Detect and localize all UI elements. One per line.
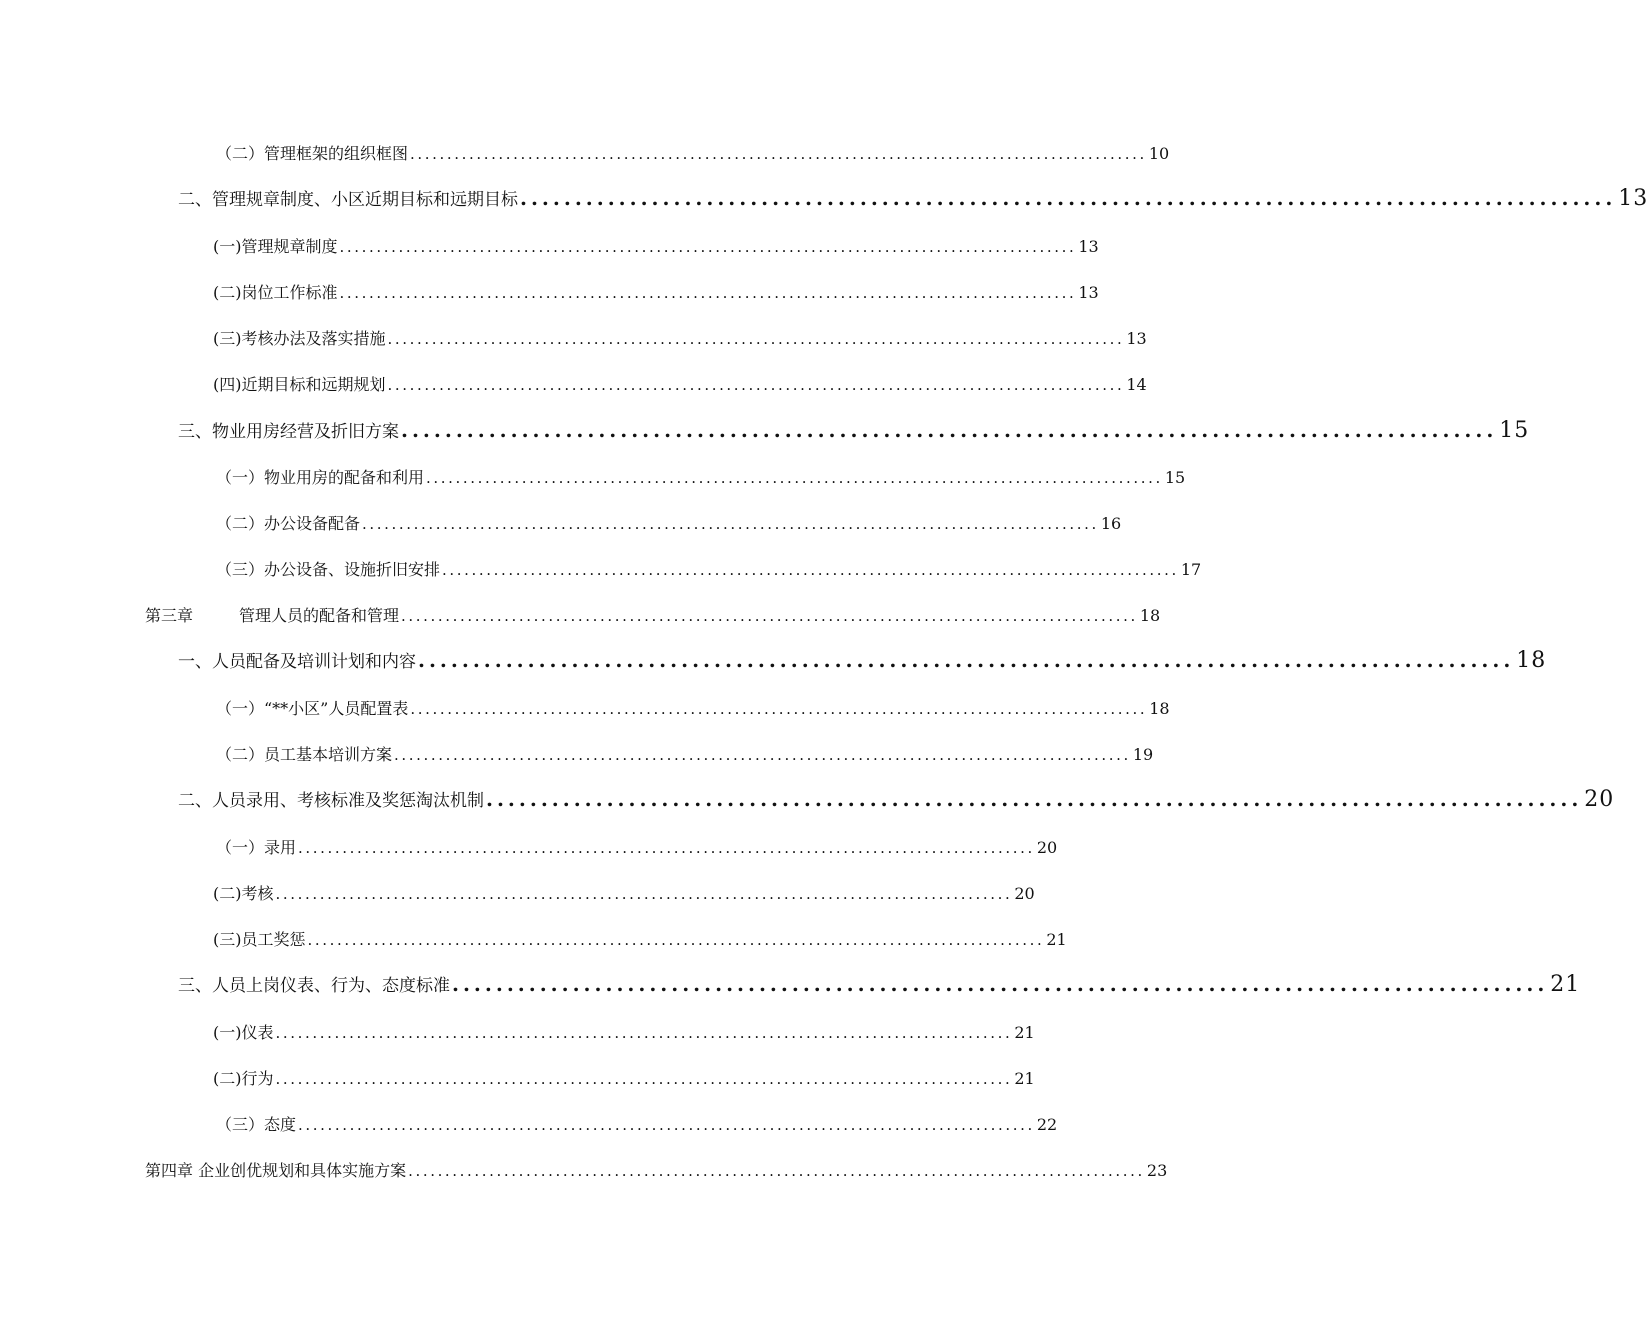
toc-entry-label: 三、物业用房经营及折旧方案 xyxy=(178,422,399,442)
toc-page-number: 14 xyxy=(1126,375,1147,394)
toc-leader: .................................................................................................... xyxy=(339,284,1077,302)
toc-entry-label: （三）态度 xyxy=(216,1115,297,1134)
toc-entry xyxy=(145,604,1161,628)
toc-leader: .................................................................................................... xyxy=(426,469,1163,487)
toc-page-number: 20 xyxy=(1014,884,1035,903)
toc-entry-label: (三)员工奖惩 xyxy=(213,930,306,949)
toc-entry-label: (三)考核办法及落实措施 xyxy=(213,329,386,348)
toc-leader: .................................................................................................... xyxy=(275,1024,1013,1042)
toc-page-number: 15 xyxy=(1164,468,1186,487)
toc-page-number: 21 xyxy=(1014,1069,1035,1088)
toc-page-number: 20 xyxy=(1584,787,1615,812)
toc-entry-label: （二）管理框架的组织框图 xyxy=(216,144,409,163)
toc-entry xyxy=(178,972,1581,998)
toc-page-number: 10 xyxy=(1148,144,1170,163)
toc-entry-label: （一）“**小区”人员配置表 xyxy=(216,699,409,718)
toc-entry xyxy=(213,281,1099,305)
toc-entry-label: (一)管理规章制度 xyxy=(213,237,338,256)
toc-page-number: 23 xyxy=(1146,1161,1168,1180)
toc-entry-label: 二、管理规章制度、小区近期目标和远期目标 xyxy=(178,190,518,210)
toc-entry-label: (一)仪表 xyxy=(213,1023,274,1042)
toc-leader: .................................................................................................... xyxy=(401,607,1138,625)
toc-entry-label: 三、人员上岗仪表、行为、态度标准 xyxy=(178,976,450,996)
toc-page-number: 21 xyxy=(1014,1023,1035,1042)
chapter-number: 第三章 xyxy=(145,606,194,625)
toc-entry-label: （三）办公设备、设施折旧安排 xyxy=(216,560,441,579)
toc-entry-label: （二）办公设备配备 xyxy=(216,514,361,533)
toc-page-number: 16 xyxy=(1100,514,1122,533)
toc-entry xyxy=(216,1113,1058,1137)
toc-leader: .................................................................................................... xyxy=(362,515,1099,533)
toc-entry xyxy=(216,836,1058,860)
toc-leader: .................................................................................................... xyxy=(394,746,1131,764)
toc-entry xyxy=(216,466,1186,490)
toc-entry xyxy=(213,1021,1035,1045)
toc-entry xyxy=(213,1067,1035,1091)
toc-page-number: 15 xyxy=(1499,418,1530,443)
toc-leader: .................................................................................................... xyxy=(410,700,1148,718)
toc-leader: .................................................................................................... xyxy=(410,145,1147,163)
toc-leader: .................................................................................................... xyxy=(275,885,1013,903)
toc-entry xyxy=(213,373,1147,397)
toc-leader: .................................................................................................... xyxy=(387,376,1125,394)
toc-leader: .................................................................................................... xyxy=(408,1162,1145,1180)
toc-entry xyxy=(178,648,1547,674)
toc-entry-label: 二、人员录用、考核标准及奖惩淘汰机制 xyxy=(178,791,484,811)
toc-page-number: 21 xyxy=(1550,972,1581,997)
toc-entry xyxy=(213,928,1067,952)
toc-leader: .................................................................................................... xyxy=(452,972,1549,996)
toc-entry-label: （一）物业用房的配备和利用 xyxy=(216,468,425,487)
toc-entry xyxy=(213,882,1035,906)
toc-page-number: 18 xyxy=(1516,648,1547,673)
toc-entry-label: （二）员工基本培训方案 xyxy=(216,745,393,764)
toc-entry-label: (二)考核 xyxy=(213,884,274,903)
toc-entry-label: 一、人员配备及培训计划和内容 xyxy=(178,652,416,672)
toc-page-number: 17 xyxy=(1180,560,1202,579)
toc-leader: .................................................................................................... xyxy=(298,839,1035,857)
toc-entry xyxy=(216,743,1154,767)
toc-entry xyxy=(216,558,1202,582)
toc-page-number: 20 xyxy=(1036,838,1058,857)
toc-entry-label: 第四章 企业创优规划和具体实施方案 xyxy=(145,1161,407,1180)
toc-entry xyxy=(213,235,1099,259)
toc-entry xyxy=(178,186,1648,212)
toc-entry xyxy=(216,697,1170,721)
toc-page-number: 13 xyxy=(1078,283,1099,302)
toc-leader: .................................................................................................... xyxy=(275,1070,1013,1088)
toc-leader: .................................................................................................... xyxy=(339,238,1077,256)
toc-page-number: 19 xyxy=(1132,745,1154,764)
toc-entry-label: (四)近期目标和远期规划 xyxy=(213,375,386,394)
toc-entry xyxy=(216,512,1122,536)
toc-page-number: 13 xyxy=(1078,237,1099,256)
toc-leader: .................................................................................................... xyxy=(418,648,1515,672)
toc-entry-label xyxy=(145,604,399,628)
toc-page-number: 18 xyxy=(1149,699,1170,718)
toc-page-number: 22 xyxy=(1036,1115,1058,1134)
toc-page-number: 21 xyxy=(1046,930,1067,949)
toc-leader: .................................................................................................... xyxy=(520,186,1617,210)
toc-leader: .................................................................................................... xyxy=(307,931,1045,949)
toc-entry xyxy=(178,787,1615,813)
toc-entry xyxy=(213,327,1147,351)
toc-entry xyxy=(178,418,1530,444)
toc-page-number: 13 xyxy=(1618,186,1648,211)
toc-leader: .................................................................................................... xyxy=(486,787,1583,811)
toc-entry-label: (二)行为 xyxy=(213,1069,274,1088)
toc-entry-label: （一）录用 xyxy=(216,838,297,857)
toc-entry-label: (二)岗位工作标准 xyxy=(213,283,338,302)
toc-leader: .................................................................................................... xyxy=(401,418,1498,442)
toc-leader: .................................................................................................... xyxy=(387,330,1125,348)
toc-entry xyxy=(216,142,1170,166)
toc-entry xyxy=(145,1159,1168,1183)
chapter-title: 管理人员的配备和管理 xyxy=(239,606,400,625)
toc-leader: .................................................................................................... xyxy=(298,1116,1035,1134)
toc-page-number: 18 xyxy=(1139,606,1161,625)
toc-page-number: 13 xyxy=(1126,329,1147,348)
toc-leader: .................................................................................................... xyxy=(442,561,1179,579)
